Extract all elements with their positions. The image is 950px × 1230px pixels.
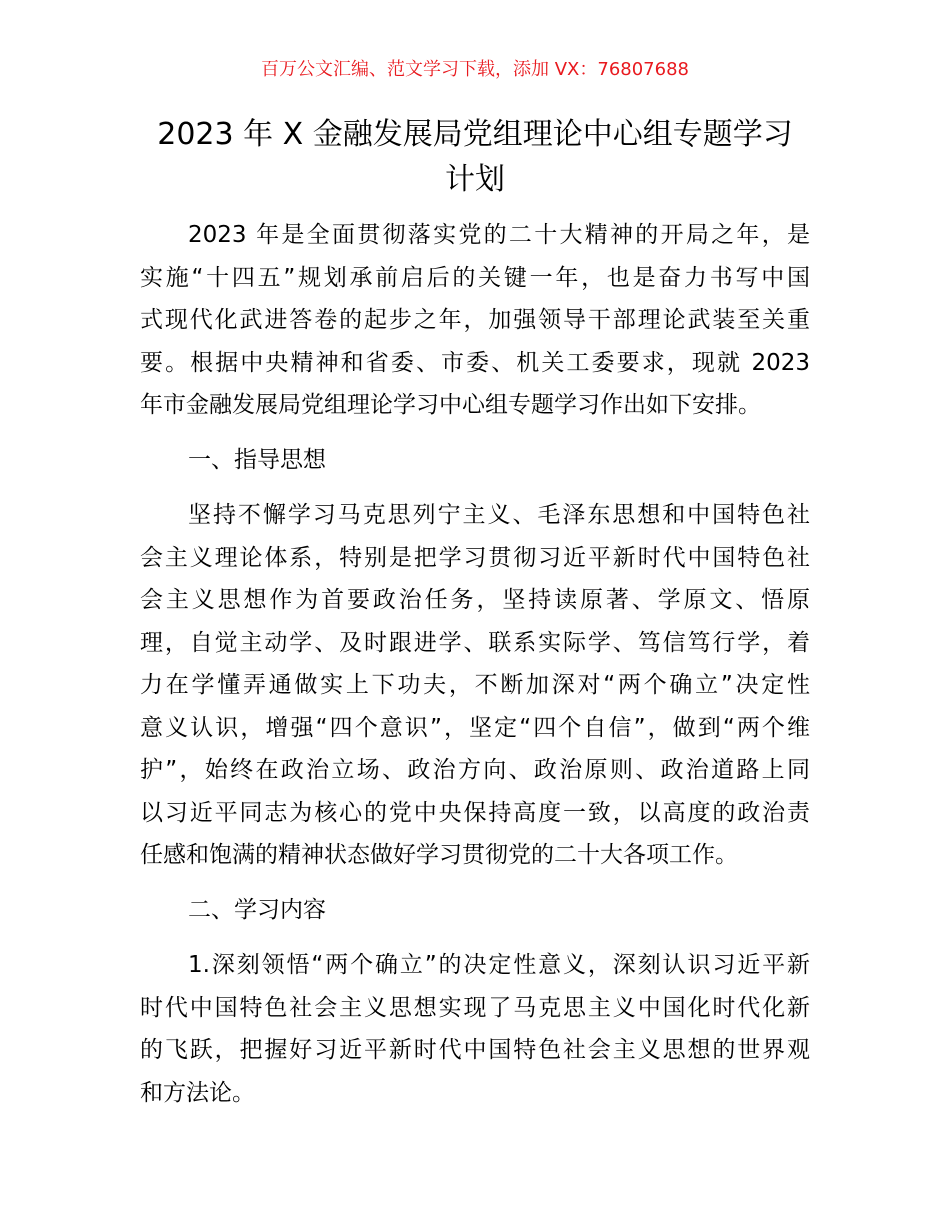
text-line: 坚持不懈学习马克思列宁主义、毛泽东思想和中国特色社 (188, 502, 810, 528)
section-heading (140, 439, 810, 482)
text-line: 要。根据中央精神和省委、市委、机关工委要求，现就 2023 (140, 349, 810, 376)
text-line: 年市金融发展局党组理论学习中心组专题学习作出如下安排。 (140, 392, 761, 418)
text-line: 任感和饱满的精神状态做好学习贯彻党的二十大各项工作。 (140, 842, 738, 868)
text-line: 2023 年是全面贯彻落实党的二十大精神的开局之年，是 (188, 222, 810, 248)
text-line: 时代中国特色社会主义思想实现了马克思主义中国化时代化新 (140, 994, 810, 1021)
text-line: 意义认识，增强“四个意识”，坚定“四个自信”，做到“两个维 (140, 714, 810, 741)
text-line: 一、指导思想 (188, 447, 326, 473)
paragraph (140, 944, 810, 1114)
paragraph (140, 214, 810, 427)
watermark-banner: 百万公文汇编、范文学习下载，添加 VX：76807688 (261, 59, 689, 80)
text-line: 1.深刻领悟“两个确立”的决定性意义，深刻认识习近平新 (188, 952, 810, 978)
text-line: 的飞跃，把握好习近平新时代中国特色社会主义思想的世界观 (140, 1037, 810, 1063)
text-line: 以习近平同志为核心的党中央保持高度一致，以高度的政治责 (140, 799, 810, 826)
text-line: 力在学懂弄通做实上下功夫，不断加深对“两个确立”决定性 (140, 672, 810, 698)
document-body (140, 214, 810, 1127)
title-line: 计划 (445, 162, 505, 197)
text-line: 护”，始终在政治立场、政治方向、政治原则、政治道路上同 (140, 757, 810, 783)
text-line: 二、学习内容 (188, 897, 326, 923)
text-line: 理，自觉主动学、及时跟进学、联系实际学、笃信笃行学，着 (140, 629, 810, 656)
title-line: 2023 年 X 金融发展局党组理论中心组专题学习 (157, 117, 793, 152)
text-line: 和方法论。 (140, 1079, 255, 1106)
text-line: 实施“十四五”规划承前启后的关键一年，也是奋力书写中国 (140, 264, 810, 291)
text-line: 会主义思想作为首要政治任务，坚持读原著、学原文、悟原 (140, 587, 810, 613)
paragraph (140, 494, 810, 877)
text-line: 会主义理论体系，特别是把学习贯彻习近平新时代中国特色社 (140, 544, 810, 571)
text-line: 式现代化武进答卷的起步之年，加强领导干部理论武装至关重 (140, 307, 810, 333)
section-heading (140, 889, 810, 932)
document-title (130, 112, 820, 202)
